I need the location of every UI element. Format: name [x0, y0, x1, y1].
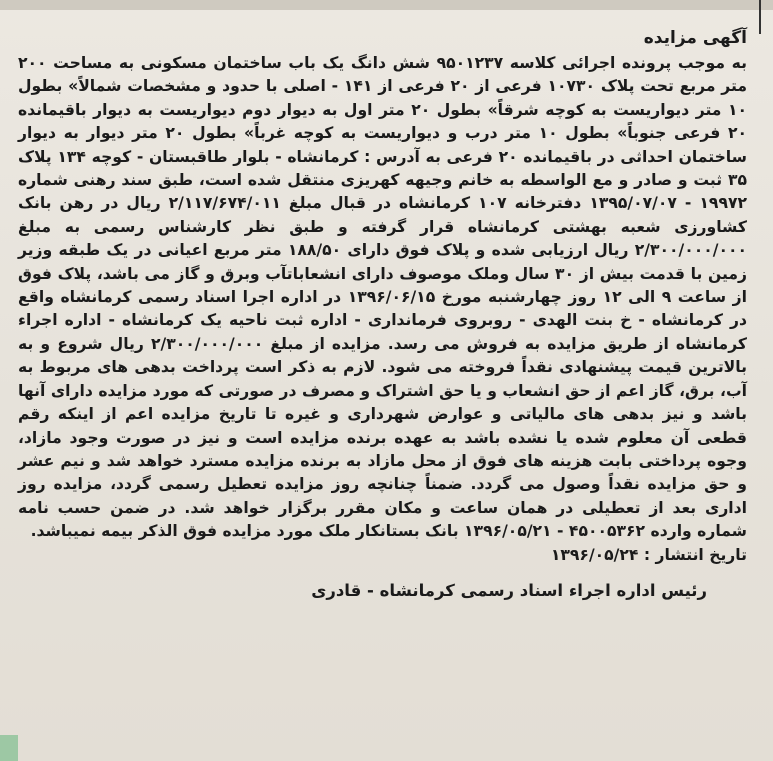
notice-body: به موجب پرونده اجرائی کلاسه ۹۵۰۱۲۳۷ شش دانگ یک باب ساختمان مسکونی به مساحت ۲۰۰ متر مربع تحت پلاک ۱۰۷۳۰ فرعی از ۲۰ فرعی از ۱۴۱ - اصلی با حدود و مشخصات شمالاً» بطول ۱۰ متر دیواریست به کوچه شرقاً» بطول ۲۰ متر اول به دیوار دوم دیواریست به دیوار باقیمانده ۲۰ فرعی جنوباً» بطول ۱۰ متر درب و دیواریست به کوچه غرباً» بطول ۲۰ متر دیوار به دیوار ساختمان احداثی در باقیمانده ۲۰ فرعی به آدرس : کرمانشاه - بلوار طاقبستان - کوچه ۱۳۴ پلاک ۳۵ ثبت و صادر و مع الواسطه به خانم وجیهه کهریزی منتقل شده است، طبق سند رهنی شماره ۱۹۹۷۲ - ۱۳۹۵/۰۷/۰۷ دفترخانه ۱۰۷ کرمانشاه در قبال مبلغ ۲/۱۱۷/۶۷۴/۰۱۱ ریال در رهن بانک کشاورزی شعبه بهشتی کرمانشاه قرار گرفته و طبق نظر کارشناس رسمی به مبلغ ۲/۳۰۰/۰۰۰/۰۰۰ ریال ارزیابی شده و پلاک فوق دارای ۱۸۸/۵۰ متر مربع اعیانی در یک طبقه وزیر زمین با قدمت بیش از ۳۰ سال وملک موصوف دارای انشعاباتآب وبرق و گاز می باشد، پلاک فوق از ساعت ۹ الی ۱۲ روز چهارشنبه مورخ ۱۳۹۶/۰۶/۱۵ در اداره اجرا اسناد رسمی کرمانشاه واقع در کرمانشاه - خ بنت الهدی - روبروی فرمانداری - اداره ثبت ناحیه یک کرمانشاه - اداره اجراء کرمانشاه از طریق مزایده به فروش می رسد. مزایده از مبلغ ۲/۳۰۰/۰۰۰/۰۰۰ ریال شروع و به بالاترین قیمت پیشنهادی نقداً فروخته می شود. لازم به ذکر است پرداخت بدهی های مربوط به آب، برق، گاز اعم از حق انشعاب و یا حق اشتراک و مصرف در صورتی که مورد مزایده دارای آنها باشد و نیز بدهی های مالیاتی و عوارض شهرداری و غیره تا تاریخ مزایده اعم از اینکه رقم قطعی آن معلوم شده یا نشده باشد به عهده برنده مزایده است و نیز در صورت وجود مازاد، وجوه پرداختی بابت هزینه های فوق از محل مازاد به برنده مزایده مسترد خواهد شد و نیم عشر و حق مزایده نقداً وصول می گردد. ضمناً چنانچه روز مزایده تعطیل رسمی گردد، مزایده روز اداری بعد از تعطیلی در همان ساعت و مکان مقرر برگزار خواهد شد. در ضمن حسب نامه شماره وارده ۴۵۰۰۵۳۶۲ - ۱۳۹۶/۰۵/۲۱ بانک بستانکار ملک مورد مزایده فوق الذکر بیمه نمیباشد.	[18, 54, 748, 541]
column-divider-line	[759, 0, 761, 34]
publication-date: تاریخ انتشار : ۱۳۹۶/۰۵/۲۴	[550, 545, 747, 564]
top-border-strip	[0, 0, 773, 10]
edge-decoration	[0, 735, 18, 761]
auction-notice	[18, 28, 747, 753]
notice-signature: رئیس اداره اجراء اسناد رسمی کرمانشاه - قادری	[311, 580, 707, 600]
notice-title: آگهی مزایده	[643, 28, 747, 48]
